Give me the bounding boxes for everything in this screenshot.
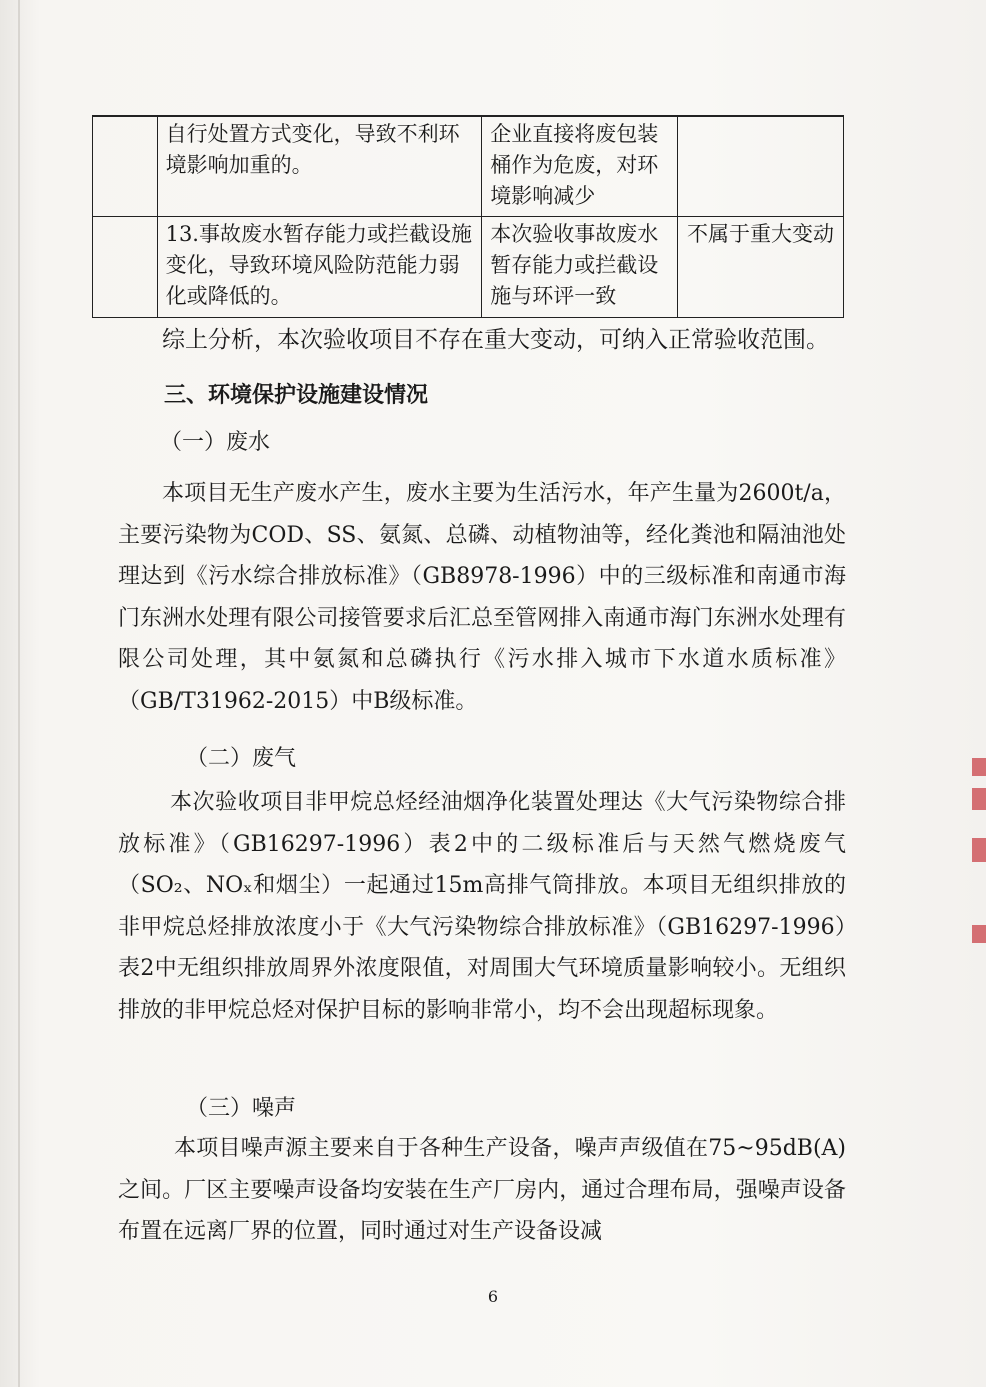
noise-paragraph: 本项目噪声源主要来自于各种生产设备，噪声声级值在75~95dB(A)之间。厂区主要噪声设备均安装在生产厂房内，通过合理布局，强噪声设备布置在远离厂界的位置，同时通过对生产设备设减 (118, 1136, 846, 1244)
table-row (93, 116, 844, 217)
summary-paragraph: 综上分析，本次验收项目不存在重大变动，可纳入正常验收范围。 (162, 327, 829, 353)
stamp-fragment (972, 838, 986, 862)
table-cell-blank (93, 217, 158, 318)
noise-heading: （三）噪声 (186, 1096, 297, 1121)
table-cell-blank (93, 116, 158, 217)
gas-paragraph: 本次验收项目非甲烷总烃经油烟净化装置处理达《大气污染物综合排放标准》（GB16297-1996）表2中的二级标准后与天然气燃烧废气（SO₂、NOₓ和烟尘）一起通过15m高排气筒排放。本项目无组织排放的非甲烷总烃排放浓度小于《大气污染物综合排放标准》（GB16297-1996）表2中无组织排放周界外浓度限值，对周围大气环境质量影响较小。无组织排放的非甲烷总烃对保护目标的影响非常小，均不会出现超标现象。 (118, 790, 846, 1023)
stamp-fragment (972, 758, 986, 776)
stamp-fragment (972, 925, 986, 943)
stamp-fragment (972, 788, 986, 810)
table-cell-item: 13.事故废水暂存能力或拦截设施变化，导致环境风险防范能力弱化或降低的。 (157, 217, 482, 318)
page-number: 6 (487, 1287, 499, 1306)
table-cell-actual: 企业直接将废包装桶作为危废，对环境影响减少 (482, 116, 678, 217)
table-cell-conclusion (678, 116, 844, 217)
table-cell-item: 自行处置方式变化，导致不利环境影响加重的。 (157, 116, 482, 217)
gas-heading: （二）废气 (186, 746, 297, 771)
wastewater-heading: （一）废水 (160, 430, 271, 455)
table-row (93, 217, 844, 318)
change-assessment-table (92, 115, 844, 318)
table-cell-actual: 本次验收事故废水暂存能力或拦截设施与环评一致 (482, 217, 678, 318)
section-heading: 三、环境保护设施建设情况 (164, 382, 429, 408)
table-cell-conclusion: 不属于重大变动 (678, 217, 844, 318)
page-edge (18, 0, 20, 1387)
wastewater-paragraph: 本项目无生产废水产生，废水主要为生活污水，年产生量为2600t/a，主要污染物为COD、SS、氨氮、总磷、动植物油等，经化粪池和隔油池处理达到《污水综合排放标准》（GB8978-1996）中的三级标准和南通市海门东洲水处理有限公司接管要求后汇总至管网排入南通市海门东洲水处理有限公司处理，其中氨氮和总磷执行《污水排入城市下水道水质标准》（GB/T31962-2015）中B级标准。 (118, 481, 846, 714)
